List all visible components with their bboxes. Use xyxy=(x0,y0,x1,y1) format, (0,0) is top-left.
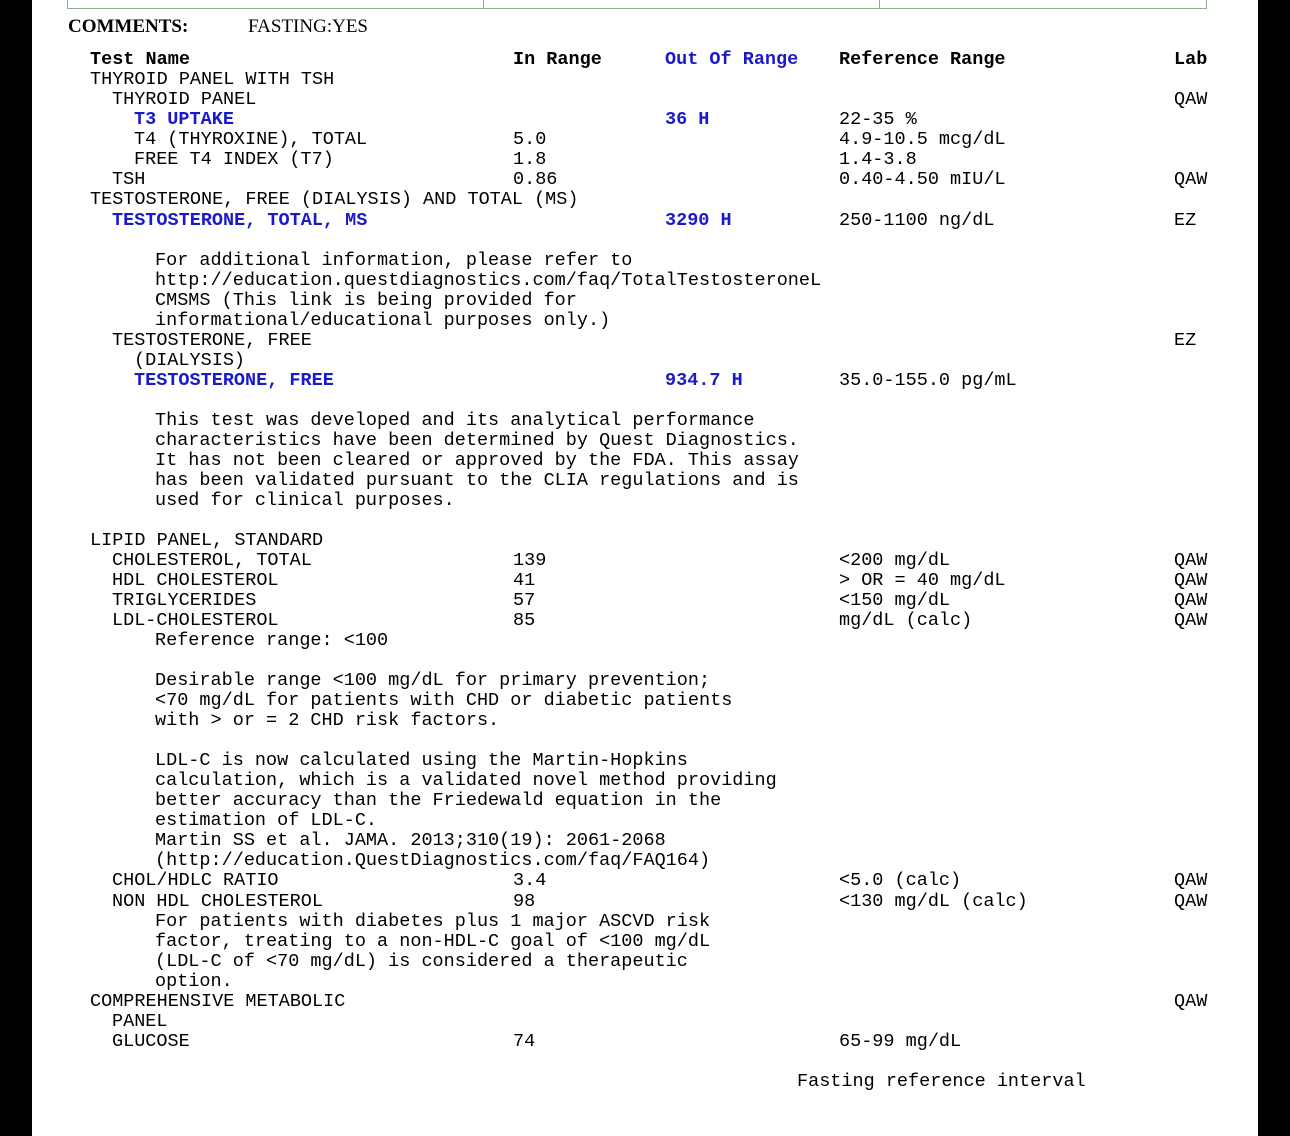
note-text: option. xyxy=(155,971,233,992)
test-name: TESTOSTERONE, TOTAL, MS xyxy=(112,210,368,231)
test-name: CHOL/HDLC RATIO xyxy=(112,870,279,891)
note-text: For patients with diabetes plus 1 major ASCVD risk xyxy=(155,911,711,932)
comments-label: COMMENTS: xyxy=(68,16,189,37)
lab-code: QAW xyxy=(1174,550,1208,571)
out-of-range-value: 3290 H xyxy=(665,210,732,231)
panel-name: TESTOSTERONE, FREE (DIALYSIS) AND TOTAL (MS) xyxy=(90,189,579,210)
in-range-value: 57 xyxy=(513,590,536,611)
table-divider xyxy=(879,0,880,8)
note-text: Martin SS et al. JAMA. 2013;310(19): 2061-2068 xyxy=(155,830,666,851)
note-line xyxy=(32,831,1258,851)
note-text: estimation of LDL-C. xyxy=(155,810,378,831)
note-line xyxy=(32,491,1258,511)
result-row-t3-uptake xyxy=(32,110,1258,130)
note-text: LDL-C is now calculated using the Martin-Hopkins xyxy=(155,750,688,771)
note-line xyxy=(32,751,1258,771)
lab-code: EZ xyxy=(1174,330,1197,351)
note-text: better accuracy than the Friedewald equation in the xyxy=(155,790,722,811)
reference-range: 4.9-10.5 mcg/dL xyxy=(839,129,1006,150)
reference-range: <200 mg/dL xyxy=(839,550,951,571)
reference-range: 22-35 % xyxy=(839,109,917,130)
reference-range: <130 mg/dL (calc) xyxy=(839,891,1028,912)
note-line xyxy=(32,791,1258,811)
in-range-value: 98 xyxy=(513,891,536,912)
out-of-range-value: 36 H xyxy=(665,109,710,130)
lab-code: QAW xyxy=(1174,991,1208,1012)
result-row-hdl xyxy=(32,571,1258,591)
lab-code: QAW xyxy=(1174,610,1208,631)
note-text: <70 mg/dL for patients with CHD or diabetic patients xyxy=(155,690,733,711)
note-line xyxy=(32,711,1258,731)
test-name: LDL-CHOLESTEROL xyxy=(112,610,279,631)
note-text: used for clinical purposes. xyxy=(155,490,455,511)
reference-range: mg/dL (calc) xyxy=(839,610,973,631)
test-name: TRIGLYCERIDES xyxy=(112,590,257,611)
panel-dialysis xyxy=(32,351,1258,371)
result-row-chol-hdl-ratio xyxy=(32,871,1258,891)
test-name: GLUCOSE xyxy=(112,1031,190,1052)
note-line xyxy=(32,771,1258,791)
result-row-glucose xyxy=(32,1032,1258,1052)
result-row-ldl xyxy=(32,611,1258,631)
in-range-value: 74 xyxy=(513,1031,536,1052)
note-text: has been validated pursuant to the CLIA regulations and is xyxy=(155,470,799,491)
note-line xyxy=(32,811,1258,831)
panel-thyroid xyxy=(32,90,1258,110)
note-line xyxy=(32,671,1258,691)
note-text: with > or = 2 CHD risk factors. xyxy=(155,710,500,731)
in-range-value: 85 xyxy=(513,610,536,631)
result-row-t4-total xyxy=(32,130,1258,150)
test-name: CHOLESTEROL, TOTAL xyxy=(112,550,312,571)
note-line xyxy=(32,932,1258,952)
in-range-value: 41 xyxy=(513,570,536,591)
test-name: T3 UPTAKE xyxy=(134,109,234,130)
comments-value: FASTING:YES xyxy=(248,16,368,37)
note-text: factor, treating to a non-HDL-C goal of <100 mg/dL xyxy=(155,931,711,952)
lab-code: QAW xyxy=(1174,89,1208,110)
panel-name: TESTOSTERONE, FREE xyxy=(112,330,312,351)
result-row-free-t4-index xyxy=(32,150,1258,170)
test-name: FREE T4 INDEX (T7) xyxy=(134,149,334,170)
note-line xyxy=(32,972,1258,992)
panel-comprehensive-metabolic xyxy=(32,992,1258,1012)
table-divider xyxy=(483,0,484,8)
panel-lipid xyxy=(32,531,1258,551)
lab-code: EZ xyxy=(1174,210,1197,231)
test-name: T4 (THYROXINE), TOTAL xyxy=(134,129,368,150)
col-lab: Lab xyxy=(1174,49,1208,70)
note-line xyxy=(32,631,1258,651)
in-range-value: 139 xyxy=(513,550,547,571)
reference-range: 35.0-155.0 pg/mL xyxy=(839,370,1017,391)
in-range-value: 5.0 xyxy=(513,129,547,150)
panel-name: (DIALYSIS) xyxy=(134,350,246,371)
note-line xyxy=(32,411,1258,431)
lab-report-page xyxy=(32,0,1258,1136)
note-text: (LDL-C of <70 mg/dL) is considered a therapeutic xyxy=(155,951,688,972)
result-row-non-hdl xyxy=(32,892,1258,912)
lab-code: QAW xyxy=(1174,891,1208,912)
result-row-testosterone-total xyxy=(32,211,1258,231)
note-text: Fasting reference interval xyxy=(797,1071,1086,1092)
note-text: http://education.questdiagnostics.com/faq/TotalTestosteroneL xyxy=(155,270,822,291)
note-line xyxy=(32,952,1258,972)
result-row-cholesterol-total xyxy=(32,551,1258,571)
note-line xyxy=(32,271,1258,291)
out-of-range-value: 934.7 H xyxy=(665,370,743,391)
note-text: Reference range: <100 xyxy=(155,630,389,651)
lab-code: QAW xyxy=(1174,169,1208,190)
note-text: (http://education.QuestDiagnostics.com/faq/FAQ164) xyxy=(155,850,711,871)
lab-code: QAW xyxy=(1174,570,1208,591)
top-table-border xyxy=(67,0,1207,9)
result-row-triglycerides xyxy=(32,591,1258,611)
lab-code: QAW xyxy=(1174,590,1208,611)
reference-range: 1.4-3.8 xyxy=(839,149,917,170)
note-line xyxy=(32,471,1258,491)
note-text: This test was developed and its analytical performance xyxy=(155,410,755,431)
reference-range: <5.0 (calc) xyxy=(839,870,962,891)
test-name: TESTOSTERONE, FREE xyxy=(134,370,334,391)
test-name: TSH xyxy=(112,169,146,190)
note-line xyxy=(32,851,1258,871)
note-line xyxy=(32,1072,1258,1092)
note-line xyxy=(32,311,1258,331)
reference-range: 250-1100 ng/dL xyxy=(839,210,995,231)
note-line xyxy=(32,291,1258,311)
reference-range: 0.40-4.50 mIU/L xyxy=(839,169,1006,190)
result-row-testosterone-free xyxy=(32,371,1258,391)
panel-name: THYROID PANEL WITH TSH xyxy=(90,69,335,90)
in-range-value: 0.86 xyxy=(513,169,558,190)
note-text: CMSMS (This link is being provided for xyxy=(155,290,577,311)
note-text: informational/educational purposes only.) xyxy=(155,310,611,331)
col-reference-range: Reference Range xyxy=(839,49,1006,70)
panel-name: THYROID PANEL xyxy=(112,89,257,110)
note-line xyxy=(32,451,1258,471)
note-text: calculation, which is a validated novel method providing xyxy=(155,770,777,791)
in-range-value: 3.4 xyxy=(513,870,547,891)
lab-code: QAW xyxy=(1174,870,1208,891)
panel-testosterone xyxy=(32,190,1258,210)
in-range-value: 1.8 xyxy=(513,149,547,170)
note-line xyxy=(32,912,1258,932)
test-name: NON HDL CHOLESTEROL xyxy=(112,891,323,912)
panel-name: COMPREHENSIVE METABOLIC xyxy=(90,991,346,1012)
panel-testosterone-free xyxy=(32,331,1258,351)
reference-range: > OR = 40 mg/dL xyxy=(839,570,1006,591)
note-line xyxy=(32,691,1258,711)
test-name: HDL CHOLESTEROL xyxy=(112,570,279,591)
note-text: Desirable range <100 mg/dL for primary prevention; xyxy=(155,670,711,691)
note-line xyxy=(32,431,1258,451)
col-test-name: Test Name xyxy=(90,49,190,70)
panel-name: PANEL xyxy=(112,1011,168,1032)
note-line xyxy=(32,251,1258,271)
result-row-tsh xyxy=(32,170,1258,190)
reference-range: <150 mg/dL xyxy=(839,590,951,611)
col-out-of-range: Out Of Range xyxy=(665,49,799,70)
results-header xyxy=(32,50,1258,70)
note-text: It has not been cleared or approved by the FDA. This assay xyxy=(155,450,799,471)
col-in-range: In Range xyxy=(513,49,602,70)
panel-thyroid-with-tsh xyxy=(32,70,1258,90)
panel-name: LIPID PANEL, STANDARD xyxy=(90,530,324,551)
reference-range: 65-99 mg/dL xyxy=(839,1031,962,1052)
panel-cmp-panel xyxy=(32,1012,1258,1032)
note-text: For additional information, please refer to xyxy=(155,250,633,271)
note-text: characteristics have been determined by Quest Diagnostics. xyxy=(155,430,799,451)
